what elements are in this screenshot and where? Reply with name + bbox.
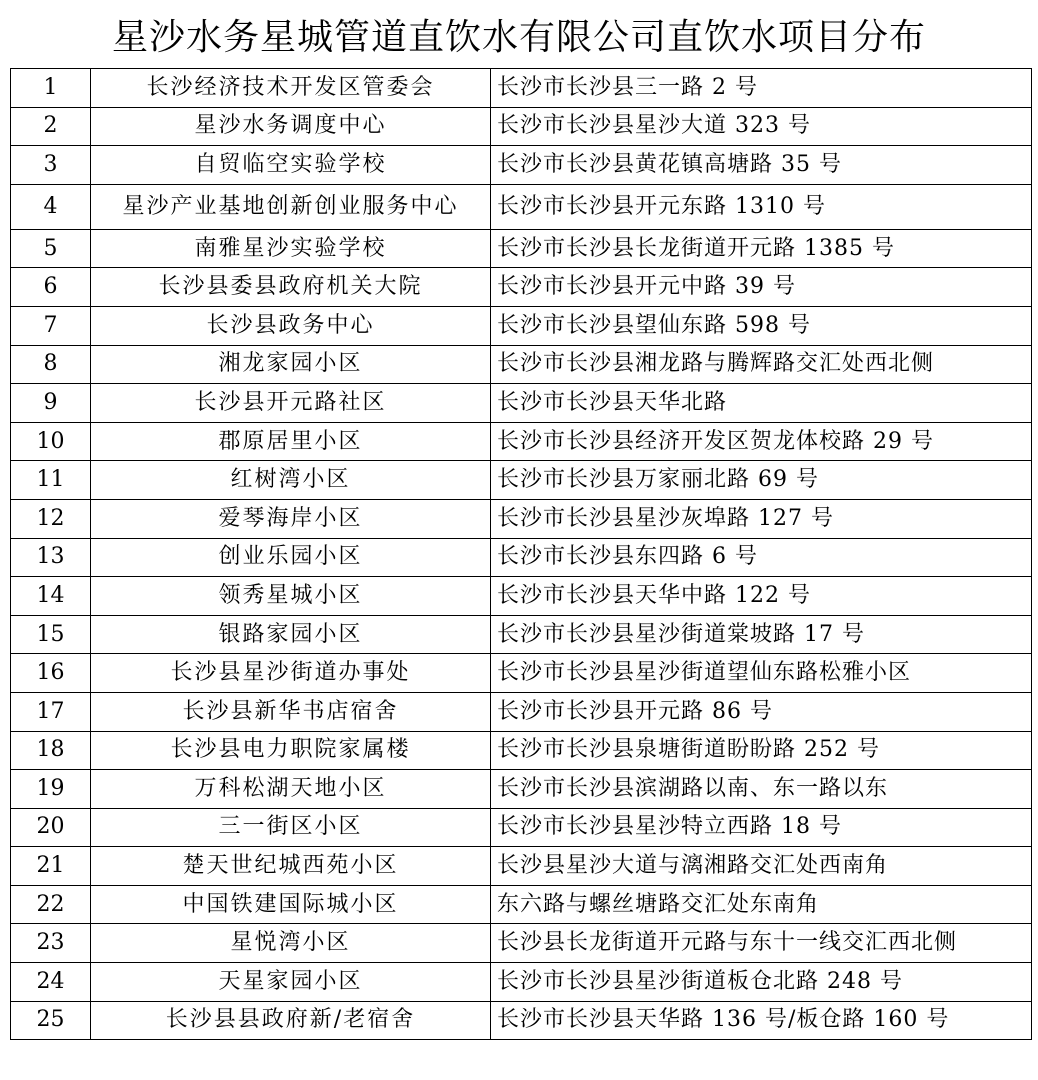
row-number-cell: 24 xyxy=(11,963,91,1002)
project-address-cell: 长沙市长沙县湘龙路与腾辉路交汇处西北侧 xyxy=(491,345,1032,384)
table-row xyxy=(11,770,1032,809)
table-row xyxy=(11,345,1032,384)
row-number-cell: 21 xyxy=(11,847,91,886)
project-address-cell: 长沙市长沙县开元东路 1310 号 xyxy=(491,184,1032,229)
table-row xyxy=(11,885,1032,924)
project-address-cell: 长沙市长沙县经济开发区贺龙体校路 29 号 xyxy=(491,422,1032,461)
project-address-cell: 长沙市长沙县星沙大道 323 号 xyxy=(491,107,1032,146)
project-address-cell: 长沙市长沙县望仙东路 598 号 xyxy=(491,306,1032,345)
project-address-cell: 长沙市长沙县天华北路 xyxy=(491,384,1032,423)
project-name-cell: 长沙县电力职院家属楼 xyxy=(91,731,491,770)
project-name-cell: 三一街区小区 xyxy=(91,808,491,847)
table-row xyxy=(11,229,1032,268)
table-row xyxy=(11,384,1032,423)
table-row xyxy=(11,692,1032,731)
table-row xyxy=(11,268,1032,307)
project-address-cell: 东六路与螺丝塘路交汇处东南角 xyxy=(491,885,1032,924)
table-row xyxy=(11,306,1032,345)
project-name-cell: 自贸临空实验学校 xyxy=(91,146,491,185)
table-row xyxy=(11,577,1032,616)
project-name-cell: 星沙产业基地创新创业服务中心 xyxy=(91,184,491,229)
project-name-cell: 南雅星沙实验学校 xyxy=(91,229,491,268)
row-number-cell: 5 xyxy=(11,229,91,268)
project-address-cell: 长沙市长沙县三一路 2 号 xyxy=(491,69,1032,108)
row-number-cell: 17 xyxy=(11,692,91,731)
project-address-cell: 长沙市长沙县星沙街道板仓北路 248 号 xyxy=(491,963,1032,1002)
row-number-cell: 25 xyxy=(11,1001,91,1040)
project-name-cell: 长沙县政务中心 xyxy=(91,306,491,345)
table-row xyxy=(11,461,1032,500)
project-name-cell: 星沙水务调度中心 xyxy=(91,107,491,146)
row-number-cell: 20 xyxy=(11,808,91,847)
project-address-cell: 长沙市长沙县万家丽北路 69 号 xyxy=(491,461,1032,500)
table-row xyxy=(11,1001,1032,1040)
project-name-cell: 星悦湾小区 xyxy=(91,924,491,963)
project-name-cell: 中国铁建国际城小区 xyxy=(91,885,491,924)
row-number-cell: 16 xyxy=(11,654,91,693)
project-name-cell: 湘龙家园小区 xyxy=(91,345,491,384)
table-row xyxy=(11,808,1032,847)
row-number-cell: 4 xyxy=(11,184,91,229)
project-name-cell: 长沙经济技术开发区管委会 xyxy=(91,69,491,108)
row-number-cell: 15 xyxy=(11,615,91,654)
project-name-cell: 长沙县开元路社区 xyxy=(91,384,491,423)
project-name-cell: 郡原居里小区 xyxy=(91,422,491,461)
project-address-cell: 长沙市长沙县天华中路 122 号 xyxy=(491,577,1032,616)
table-row xyxy=(11,107,1032,146)
table-row xyxy=(11,184,1032,229)
table-row xyxy=(11,69,1032,108)
project-name-cell: 天星家园小区 xyxy=(91,963,491,1002)
project-address-cell: 长沙市长沙县星沙灰埠路 127 号 xyxy=(491,499,1032,538)
project-address-cell: 长沙市长沙县开元中路 39 号 xyxy=(491,268,1032,307)
table-row xyxy=(11,499,1032,538)
project-address-cell: 长沙市长沙县星沙街道棠坡路 17 号 xyxy=(491,615,1032,654)
project-address-cell: 长沙市长沙县长龙街道开元路 1385 号 xyxy=(491,229,1032,268)
row-number-cell: 1 xyxy=(11,69,91,108)
table-row xyxy=(11,422,1032,461)
project-name-cell: 领秀星城小区 xyxy=(91,577,491,616)
row-number-cell: 12 xyxy=(11,499,91,538)
project-address-cell: 长沙市长沙县泉塘街道盼盼路 252 号 xyxy=(491,731,1032,770)
project-table-body xyxy=(11,69,1032,1040)
row-number-cell: 2 xyxy=(11,107,91,146)
row-number-cell: 11 xyxy=(11,461,91,500)
project-name-cell: 创业乐园小区 xyxy=(91,538,491,577)
project-address-cell: 长沙市长沙县黄花镇高塘路 35 号 xyxy=(491,146,1032,185)
project-address-cell: 长沙县星沙大道与漓湘路交汇处西南角 xyxy=(491,847,1032,886)
project-table xyxy=(10,68,1032,1040)
row-number-cell: 9 xyxy=(11,384,91,423)
project-name-cell: 长沙县星沙街道办事处 xyxy=(91,654,491,693)
project-name-cell: 长沙县县政府新/老宿舍 xyxy=(91,1001,491,1040)
table-row xyxy=(11,615,1032,654)
document-title: 星沙水务星城管道直饮水有限公司直饮水项目分布 xyxy=(111,17,926,58)
project-name-cell: 银路家园小区 xyxy=(91,615,491,654)
row-number-cell: 8 xyxy=(11,345,91,384)
row-number-cell: 10 xyxy=(11,422,91,461)
project-address-cell: 长沙市长沙县东四路 6 号 xyxy=(491,538,1032,577)
row-number-cell: 14 xyxy=(11,577,91,616)
table-row xyxy=(11,146,1032,185)
table-row xyxy=(11,924,1032,963)
project-name-cell: 万科松湖天地小区 xyxy=(91,770,491,809)
row-number-cell: 19 xyxy=(11,770,91,809)
row-number-cell: 3 xyxy=(11,146,91,185)
project-address-cell: 长沙市长沙县开元路 86 号 xyxy=(491,692,1032,731)
row-number-cell: 18 xyxy=(11,731,91,770)
project-name-cell: 长沙县新华书店宿舍 xyxy=(91,692,491,731)
table-row xyxy=(11,963,1032,1002)
project-address-cell: 长沙市长沙县星沙特立西路 18 号 xyxy=(491,808,1032,847)
project-address-cell: 长沙市长沙县天华路 136 号/板仓路 160 号 xyxy=(491,1001,1032,1040)
row-number-cell: 7 xyxy=(11,306,91,345)
project-name-cell: 红树湾小区 xyxy=(91,461,491,500)
project-name-cell: 长沙县委县政府机关大院 xyxy=(91,268,491,307)
table-row xyxy=(11,731,1032,770)
row-number-cell: 23 xyxy=(11,924,91,963)
table-row xyxy=(11,538,1032,577)
project-address-cell: 长沙县长龙街道开元路与东十一线交汇西北侧 xyxy=(491,924,1032,963)
project-address-cell: 长沙市长沙县滨湖路以南、东一路以东 xyxy=(491,770,1032,809)
project-name-cell: 爱琴海岸小区 xyxy=(91,499,491,538)
project-name-cell: 楚天世纪城西苑小区 xyxy=(91,847,491,886)
table-row xyxy=(11,654,1032,693)
table-row xyxy=(11,847,1032,886)
row-number-cell: 22 xyxy=(11,885,91,924)
row-number-cell: 6 xyxy=(11,268,91,307)
row-number-cell: 13 xyxy=(11,538,91,577)
project-address-cell: 长沙市长沙县星沙街道望仙东路松雅小区 xyxy=(491,654,1032,693)
